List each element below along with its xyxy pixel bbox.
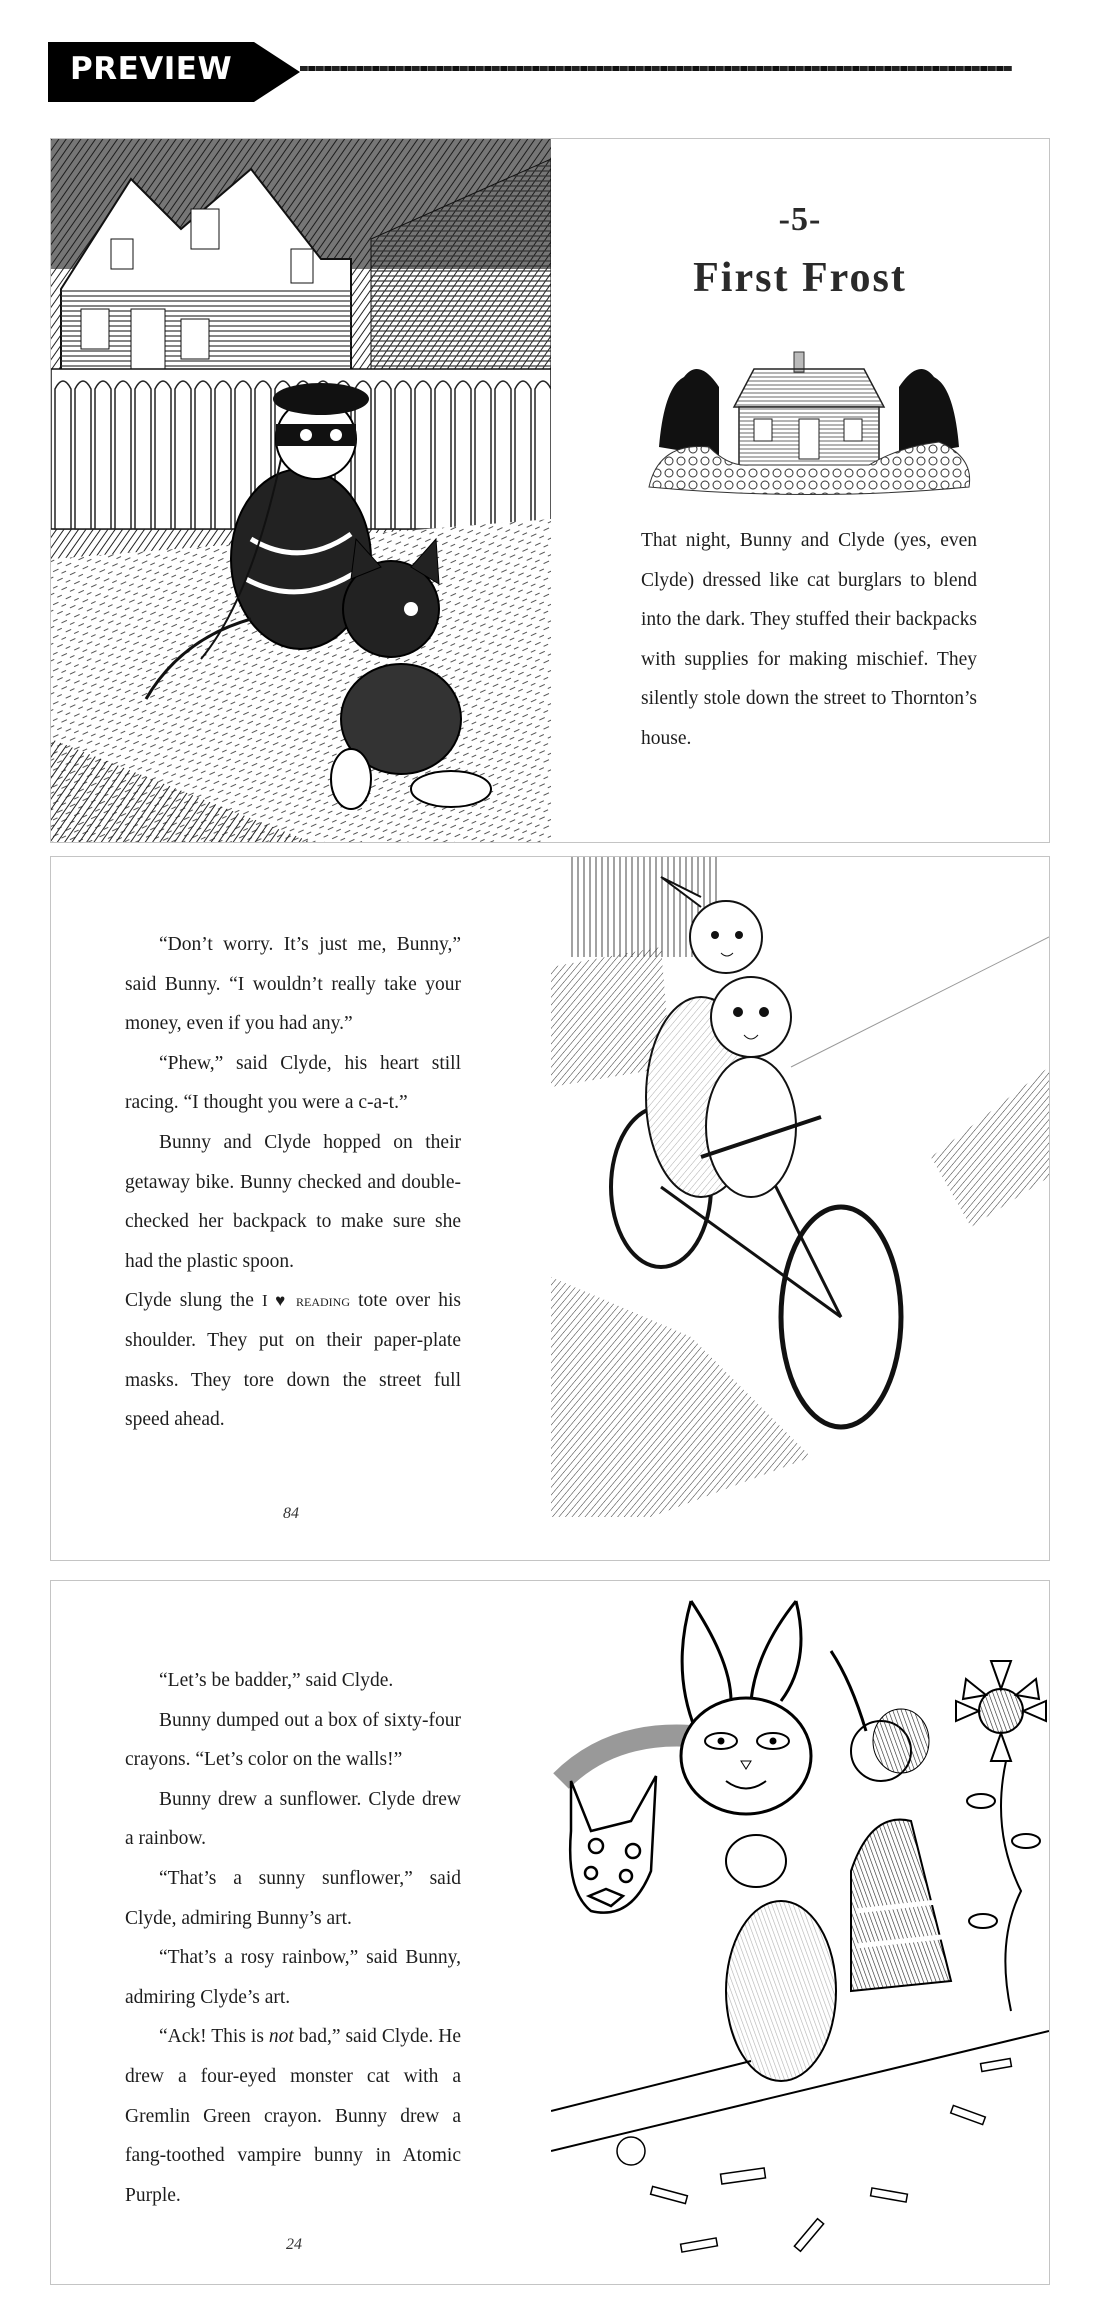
page-number: 24 xyxy=(286,2236,302,2253)
text-run: bad,” said Clyde. He drew a four-eyed monster cat with a Gremlin Green crayon. Bunny drew a fang-toothed vampire bunny in Atomic Purple. xyxy=(125,2026,462,2206)
paragraph: “Let’s be badder,” said Clyde. xyxy=(159,1670,394,1691)
fence-picket xyxy=(455,381,471,529)
page-24-text xyxy=(125,1661,461,2215)
illustration-getaway-bike xyxy=(551,857,1049,1517)
fence-picket xyxy=(115,381,131,529)
page-number: 84 xyxy=(283,1505,299,1522)
tote-label: I ♥ reading xyxy=(262,1291,351,1311)
fence-picket xyxy=(215,381,231,529)
spread-2 xyxy=(50,856,1050,1561)
paragraph: Bunny and Clyde hopped on their getaway bike. Bunny checked and double-checked her backpack to make sure she had the plastic spoon. xyxy=(125,1131,461,1272)
chapter-title: First Frost xyxy=(693,255,907,301)
decorative-rule xyxy=(300,66,1012,71)
spread-3 xyxy=(50,1580,1050,2285)
paragraph-tote xyxy=(125,1281,461,1439)
preview-tag xyxy=(48,42,300,102)
paragraph: “Phew,” said Clyde, his heart still racing. “I thought you were a c-a-t.” xyxy=(125,1052,461,1114)
house-vignette xyxy=(639,347,979,497)
chapter-number: -5- xyxy=(778,201,822,238)
spread-1 xyxy=(50,138,1050,843)
fence-picket xyxy=(515,381,531,529)
paragraph-ack xyxy=(125,2017,461,2215)
preview-label: PREVIEW xyxy=(70,51,233,87)
fence-picket xyxy=(495,381,511,529)
text-run: Clyde slung the xyxy=(125,1290,254,1312)
fence-picket xyxy=(55,381,71,529)
fence-picket xyxy=(415,381,431,529)
illustration-cat-burglars xyxy=(51,139,551,842)
fence-picket xyxy=(75,381,91,529)
fence-picket xyxy=(475,381,491,529)
fence-picket xyxy=(175,381,191,529)
fence-picket xyxy=(395,381,411,529)
fence-picket xyxy=(195,381,211,529)
fence-picket xyxy=(535,381,551,529)
paragraph: “That’s a rosy rainbow,” said Bunny, admiring Clyde’s art. xyxy=(125,1947,461,2008)
emphasis-not: not xyxy=(268,2026,294,2048)
chapter-body-text xyxy=(641,521,977,759)
page-84-text xyxy=(125,925,461,1440)
fence-picket xyxy=(135,381,151,529)
fence-picket xyxy=(95,381,111,529)
text-run: tote over his shoulder. They put on their paper-plate masks. They tore down the street full speed ahead. xyxy=(125,1290,462,1431)
fence-picket xyxy=(155,381,171,529)
paragraph: Bunny dumped out a box of sixty-four crayons. “Let’s color on the walls!” xyxy=(125,1709,461,1771)
paragraph: “That’s a sunny sunflower,” said Clyde, admiring Bunny’s art. xyxy=(125,1867,461,1929)
text-run: “Ack! This is xyxy=(159,2026,264,2048)
fence-picket xyxy=(375,381,391,529)
illustration-crayon-drawings xyxy=(551,1591,1049,2281)
fence-picket xyxy=(435,381,451,529)
paragraph: “Don’t worry. It’s just me, Bunny,” said Bunny. “I wouldn’t really take your money, even if you had any.” xyxy=(125,934,461,1035)
paragraph: That night, Bunny and Clyde (yes, even Clyde) dressed like cat burglars to blend into the dark. They stuffed their backpacks with supplies for making mischief. They silently stole down the street to Thornton’s house. xyxy=(641,530,977,749)
paragraph: Bunny drew a sunflower. Clyde drew a rainbow. xyxy=(125,1788,461,1850)
